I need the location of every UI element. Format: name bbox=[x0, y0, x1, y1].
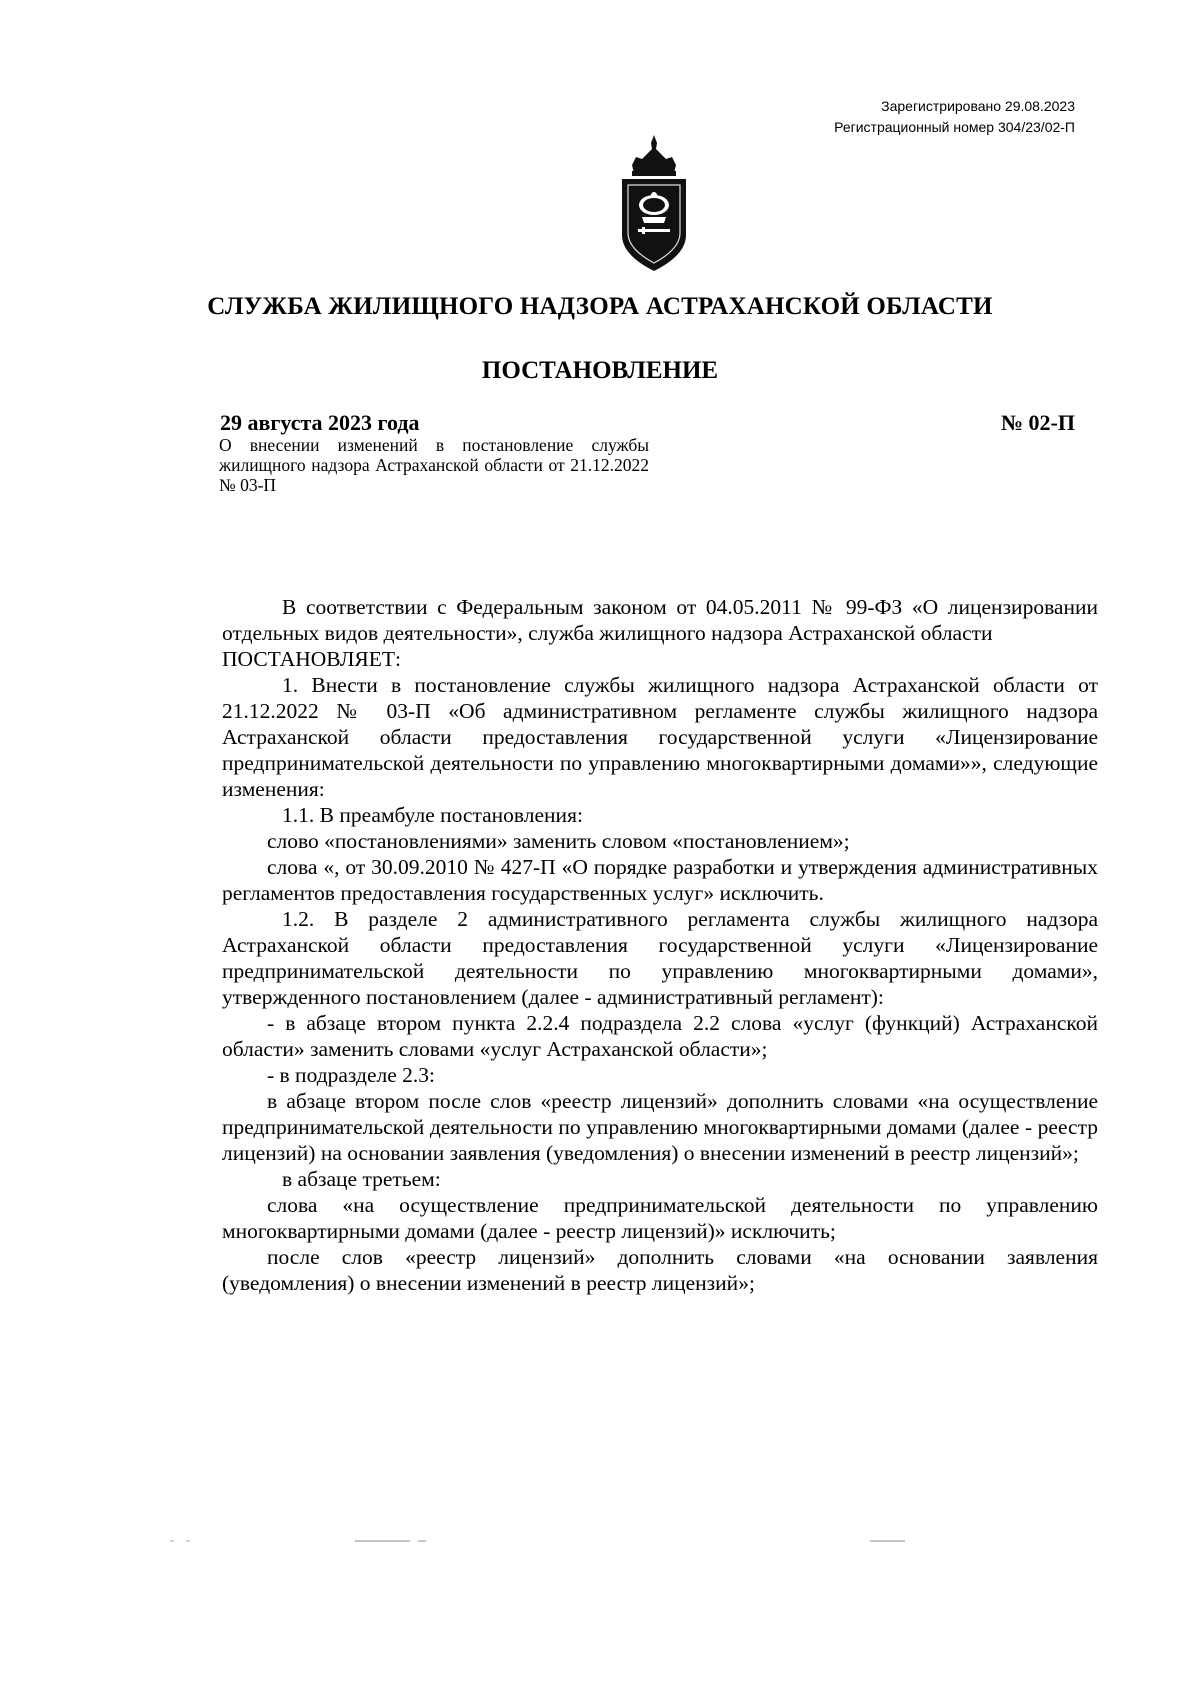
paragraph-item-1-2-e: слова «на осуществление предпринимательской деятельности по управлению многоквартирными домами (далее - реестр лицензий)» исключить; bbox=[222, 1193, 1098, 1243]
astrakhan-coat-of-arms-icon bbox=[620, 135, 688, 275]
scan-artifacts bbox=[0, 1535, 1200, 1547]
paragraph-resolves: ПОСТАНОВЛЯЕТ: bbox=[222, 647, 401, 671]
paragraph-item-1-1: 1.1. В преамбуле постановления: bbox=[282, 803, 583, 827]
paragraph-item-1-2-d: в абзаце третьем: bbox=[282, 1167, 441, 1191]
document-number: № 02-П bbox=[1000, 410, 1075, 435]
paragraph-item-1: 1. Внести в постановление службы жилищного надзора Астраханской области от 21.12.2022 № 03-П «Об административном регламенте службы жилищного надзора Астраханской области предоставления государственной услуги «Лицензирование предпринимательской деятельности по управлению многоквартирными домами»», следующие изменения: bbox=[222, 673, 1098, 801]
paragraph-item-1-2-f: после слов «реестр лицензий» дополнить словами «на основании заявления (уведомления) о внесении изменений в реестр лицензий»; bbox=[222, 1245, 1098, 1295]
paragraph-item-1-1-b: слова «, от 30.09.2010 № 427-П «О порядке разработки и утверждения административных регламентов предоставления государственных услуг» исключить. bbox=[222, 855, 1098, 905]
paragraph-item-1-2-c: в абзаце втором после слов «реестр лицензий» дополнить словами «на осуществление предпринимательской деятельности по управлению многоквартирными домами (далее - реестр лицензий) на основании заявления (уведомления) о внесении изменений в реестр лицензий»; bbox=[222, 1089, 1098, 1165]
document-body bbox=[222, 594, 1098, 1296]
registration-stamp bbox=[834, 96, 1075, 138]
registration-number: Регистрационный номер 304/23/02-П bbox=[834, 119, 1075, 135]
registration-date: Зарегистрировано 29.08.2023 bbox=[881, 98, 1075, 114]
paragraph-item-1-1-a: слово «постановлениями» заменить словом «постановлением»; bbox=[267, 829, 850, 853]
paragraph-item-1-2-a: - в абзаце втором пункта 2.2.4 подраздела 2.2 слова «услуг (функций) Астраханской области» заменить словами «услуг Астраханской области»; bbox=[222, 1011, 1098, 1061]
organization-title: СЛУЖБА ЖИЛИЩНОГО НАДЗОРА АСТРАХАНСКОЙ ОБЛАСТИ bbox=[207, 293, 993, 320]
paragraph-item-1-2-b: - в подразделе 2.3: bbox=[267, 1063, 436, 1087]
document-date: 29 августа 2023 года bbox=[220, 410, 420, 435]
document-type-heading: ПОСТАНОВЛЕНИЕ bbox=[481, 357, 719, 384]
paragraph-item-1-2: 1.2. В разделе 2 административного регламента службы жилищного надзора Астраханской области предоставления государственной услуги «Лицензирование предпринимательской деятельности по управлению многоквартирными домами», утвержденного постановлением (далее - административный регламент): bbox=[222, 907, 1098, 1009]
paragraph-preamble: В соответствии с Федеральным законом от 04.05.2011 № 99-ФЗ «О лицензировании отдельных видов деятельности», служба жилищного надзора Астраханской области bbox=[222, 595, 1098, 645]
document-subject: О внесении изменений в постановление службы жилищного надзора Астраханской области от 21.12.2022 № 03-П bbox=[219, 435, 649, 495]
